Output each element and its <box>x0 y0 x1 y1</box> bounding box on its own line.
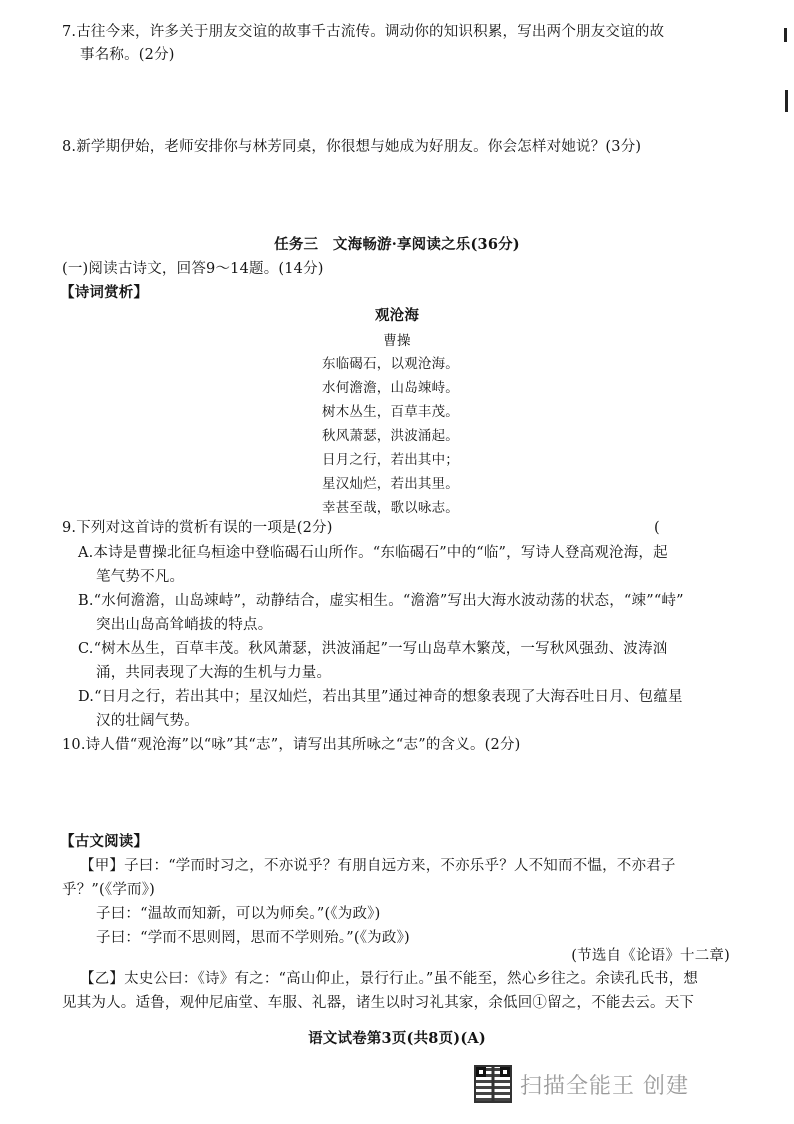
task-3-title: 任务三 文海畅游·享阅读之乐(36分) <box>274 236 520 253</box>
scanner-watermark <box>474 1064 689 1104</box>
passage-yi-line-1: 【乙】太史公曰：《诗》有之：“高山仰止，景行行止。”虽不能至，然心乡往之。余读孔氏书，想 <box>80 971 699 987</box>
poem-line: 星汉灿烂，若出其里。 <box>322 476 459 492</box>
passage-yi-line-2: 见其为人。适鲁，观仲尼庙堂、车服、礼器，诸生以时习礼其家，余低回①留之，不能去云。天下 <box>62 995 695 1011</box>
poem-line: 幸甚至哉，歌以咏志。 <box>322 500 459 516</box>
option-a-line-1: A.本诗是曹操北征乌桓途中登临碣石山所作。“东临碣石”中的“临”，写诗人登高观沧海，起 <box>78 545 668 561</box>
option-a-line-2: 笔气势不凡。 <box>96 569 185 585</box>
poem-line: 秋风萧瑟，洪波涌起。 <box>322 428 459 444</box>
question-7-line-2: 事名称。(2分) <box>80 47 175 63</box>
scan-edge-mark <box>785 90 788 112</box>
passage-jia-line-3: 子曰：“温故而知新，可以为师矣。”(《为政》) <box>96 906 381 922</box>
question-9-stem: 9.下列对这首诗的赏析有误的一项是(2分) <box>62 520 333 536</box>
option-d-line-2: 汉的壮阔气势。 <box>96 713 199 729</box>
poem-title: 观沧海 <box>374 307 420 324</box>
poem-line: 树木丛生，百草丰茂。 <box>322 404 459 420</box>
section-1-instruction: (一)阅读古诗文，回答9～14题。(14分) <box>62 261 324 277</box>
option-b-line-2: 突出山岛高耸峭拔的特点。 <box>96 617 273 633</box>
passage-jia-line-2: 乎？”(《学而》) <box>62 882 156 898</box>
option-b-line-1: B.“水何澹澹，山岛竦峙”，动静结合，虚实相生。“澹澹”写出大海水波动荡的状态，“竦”“峙” <box>78 593 684 609</box>
poem-author: 曹操 <box>383 333 411 349</box>
question-8-line-1: 8.新学期伊始，老师安排你与林芳同桌，你很想与她成为好朋友。你会怎样对她说？(3分) <box>62 139 642 155</box>
page-footer: 语文试卷第3页(共8页)(A) <box>308 1030 486 1047</box>
poem-line: 东临碣石，以观沧海。 <box>322 356 459 372</box>
poem-line: 水何澹澹，山岛竦峙。 <box>322 380 459 396</box>
passage-jia-line-4: 子曰：“学而不思则罔，思而不学则殆。”(《为政》) <box>96 930 410 946</box>
option-c-line-1: C.“树木丛生，百草丰茂。秋风萧瑟，洪波涌起”一写山岛草木繁茂，一写秋风强劲、波涛汹 <box>78 641 668 657</box>
passage-jia-source: (节选自《论语》十二章) <box>571 948 730 964</box>
scan-edge-mark <box>784 28 787 42</box>
question-10-line-1: 10.诗人借“观沧海”以“咏”其“志”，请写出其所咏之“志”的含义。(2分) <box>62 737 521 753</box>
option-d-line-1: D.“日月之行，若出其中；星汉灿烂，若出其里”通过神奇的想象表现了大海吞吐日月、包蕴星 <box>78 689 683 705</box>
watermark-text: 扫描全能王 创建 <box>520 1073 689 1099</box>
option-c-line-2: 涌，共同表现了大海的生机与力量。 <box>96 665 332 681</box>
poem-appreciation-heading: 【诗词赏析】 <box>60 284 149 301</box>
answer-paren: ( <box>654 520 660 536</box>
classical-reading-heading: 【古文阅读】 <box>60 833 149 850</box>
passage-jia-line-1: 【甲】子曰：“学而时习之，不亦说乎？有朋自远方来，不亦乐乎？人不知而不愠，不亦君子 <box>80 858 676 874</box>
question-7-line-1: 7.古往今来，许多关于朋友交谊的故事千古流传。调动你的知识积累，写出两个朋友交谊的故 <box>62 24 665 40</box>
poem-line: 日月之行，若出其中； <box>322 452 459 468</box>
qr-code-icon <box>474 1065 512 1103</box>
